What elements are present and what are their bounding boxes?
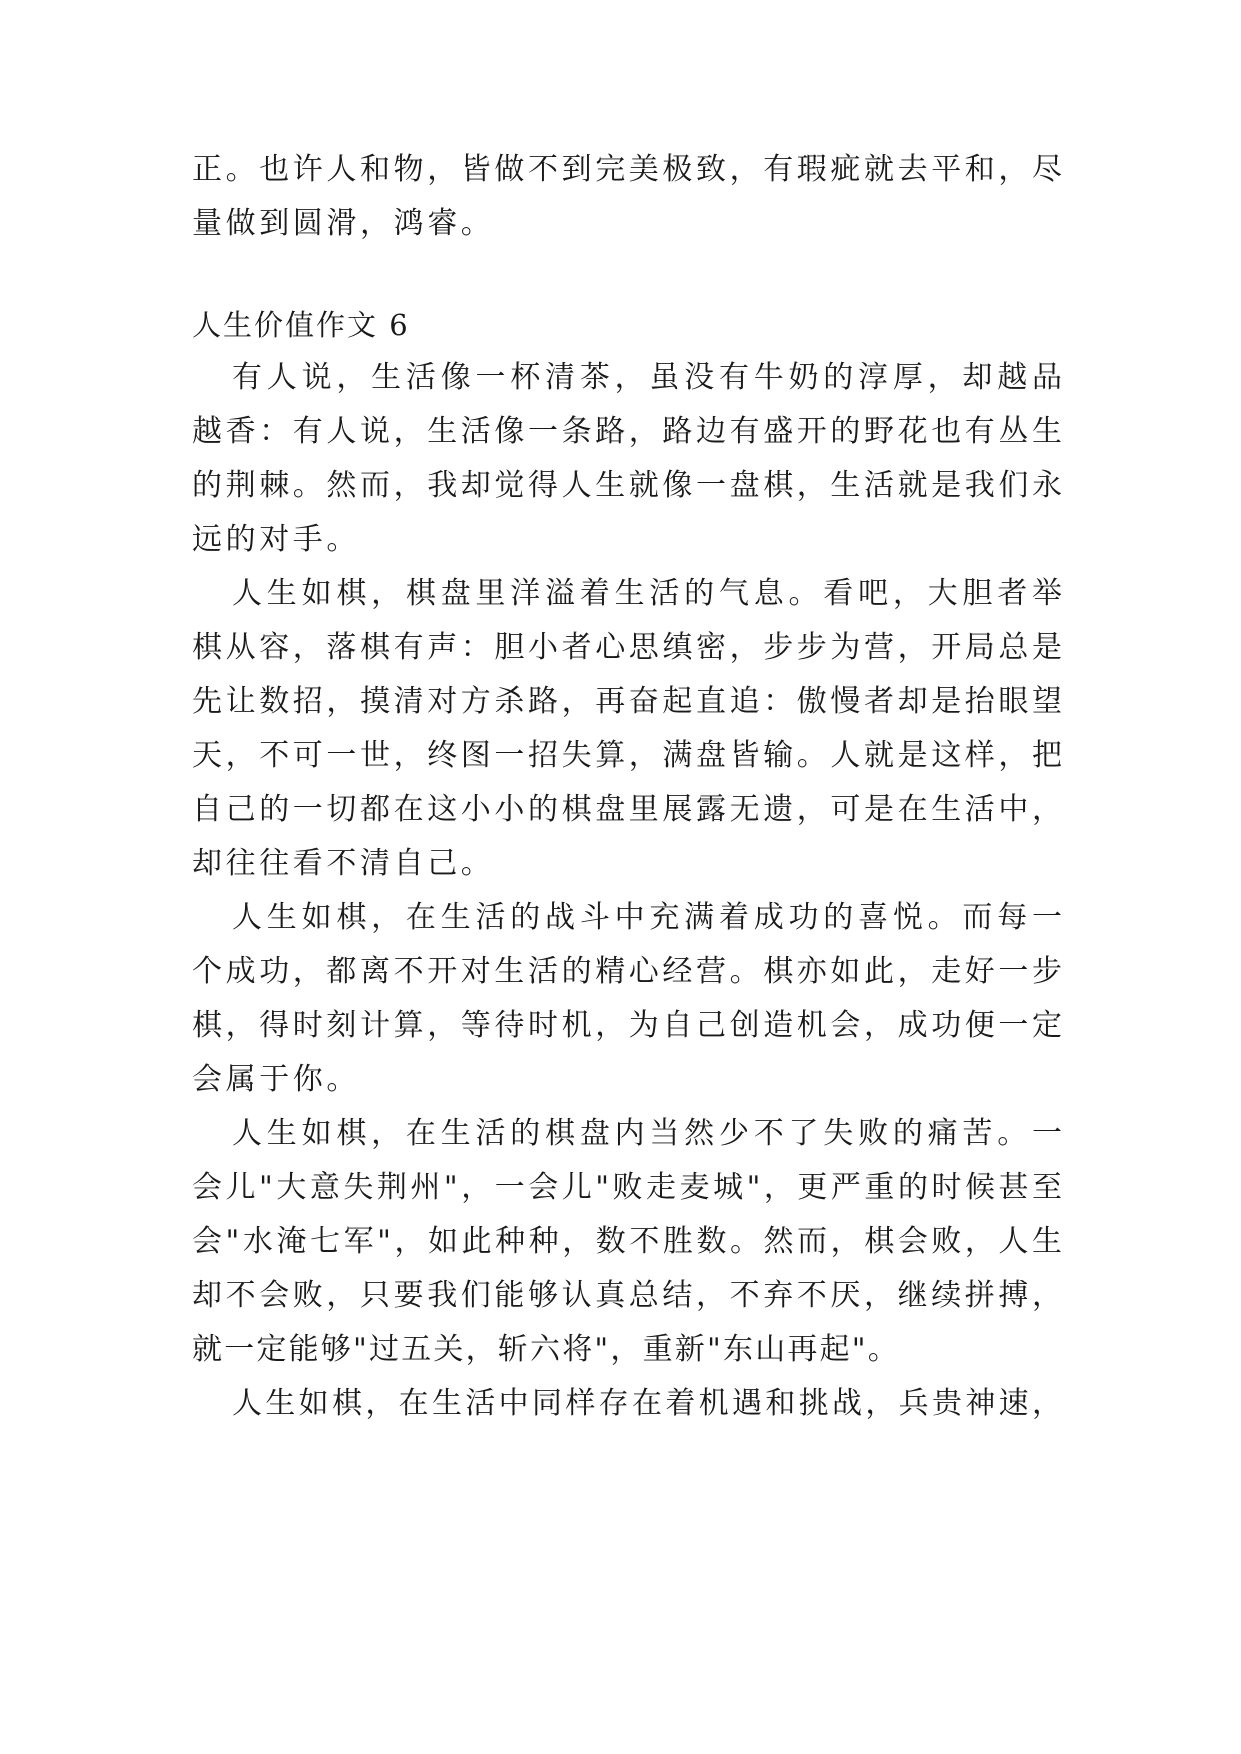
paragraph-line: 越香：有人说，生活像一条路，路边有盛开的野花也有丛生	[192, 414, 1062, 449]
paragraph-line: 人生如棋，在生活的棋盘内当然少不了失败的痛苦。一	[232, 1116, 1062, 1151]
paragraph-line: 会儿"大意失荆州"，一会儿"败走麦城"，更严重的时候甚至	[192, 1170, 1062, 1205]
paragraph-line: 正。也许人和物，皆做不到完美极致，有瑕疵就去平和，尽	[192, 152, 1062, 187]
paragraph-line: 先让数招，摸清对方杀路，再奋起直追：傲慢者却是抬眼望	[192, 684, 1062, 719]
paragraph-line: 却不会败，只要我们能够认真总结，不弃不厌，继续拼搏，	[192, 1278, 1062, 1313]
paragraph-line: 会属于你。	[192, 1062, 360, 1097]
paragraph-line: 人生如棋，棋盘里洋溢着生活的气息。看吧，大胆者举	[232, 576, 1062, 611]
paragraph-line: 棋从容，落棋有声：胆小者心思缜密，步步为营，开局总是	[192, 630, 1062, 665]
paragraph-line: 量做到圆滑，鸿睿。	[192, 206, 495, 241]
paragraph-line: 人生如棋，在生活中同样存在着机遇和挑战，兵贵神速，	[232, 1386, 1062, 1421]
paragraph-line: 人生如棋，在生活的战斗中充满着成功的喜悦。而每一	[232, 900, 1062, 935]
paragraph-line: 就一定能够"过五关，斩六将"，重新"东山再起"。	[192, 1332, 900, 1367]
paragraph-line: 自己的一切都在这小小的棋盘里展露无遗，可是在生活中，	[192, 792, 1062, 827]
paragraph-line: 天，不可一世，终图一招失算，满盘皆输。人就是这样，把	[192, 738, 1062, 773]
paragraph-line: 棋，得时刻计算，等待时机，为自己创造机会，成功便一定	[192, 1008, 1062, 1043]
paragraph-line: 会"水淹七军"，如此种种，数不胜数。然而，棋会败，人生	[192, 1224, 1062, 1259]
paragraph-line: 的荆棘。然而，我却觉得人生就像一盘棋，生活就是我们永	[192, 468, 1062, 503]
paragraph-line: 却往往看不清自己。	[192, 846, 495, 881]
paragraph-line: 个成功，都离不开对生活的精心经营。棋亦如此，走好一步	[192, 954, 1062, 989]
section-heading: 人生价值作文 6	[192, 308, 410, 342]
paragraph-line: 有人说，生活像一杯清茶，虽没有牛奶的淳厚，却越品	[232, 360, 1062, 395]
paragraph-line: 远的对手。	[192, 522, 360, 557]
